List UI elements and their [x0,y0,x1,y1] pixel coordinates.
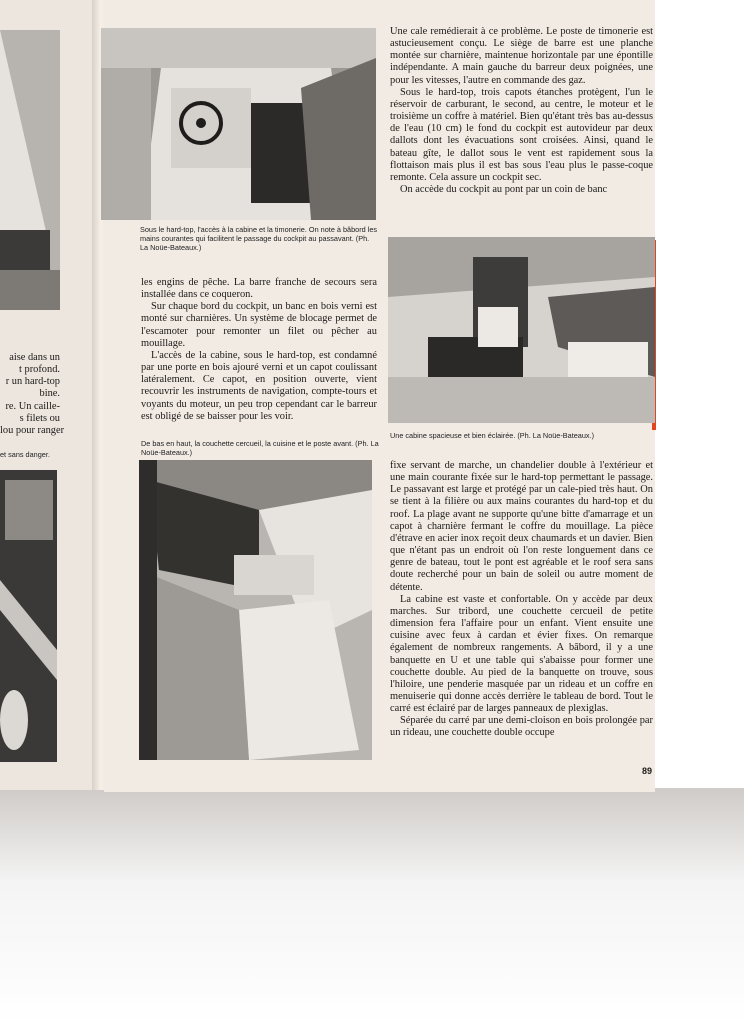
left-photo-deck [0,470,57,762]
caption-bottom-photo: De bas en haut, la couchette cercueil, la cuisine et le poste avant. (Ph. La Noüe-Bateaux.) [141,439,379,458]
column-right-top: Une cale remédierait à ce problème. Le poste de timonerie est astucieusement conçu. Le siège de barre est une planche montée sur charnière, maintenue horizontale par une épontille indépendante. A main gauche du barreur deux poignées, une pour les vitesses, l'autre en commande des gaz. Sous le hard-top, trois capots étanches protègent, l'un le réservoir de carburant, le second, au centre, le moteur et le troisième un coffre à matériel. Bien qu'étant très bas au-dessus de l'eau (10 cm) le fond du cockpit est autovideur par deux dallots dont les évacuations sont croisées. Ainsi, quand le bateau gîte, le dallot sous le vent est rapidement sous la flottaison mais plus il est bas sous l'eau plus le passe-coque remonte. Cela assure un cockpit sec. On accède du cockpit au pont par un coin de banc [390,26,653,196]
page-number: 89 [641,766,652,776]
caption-top-photo: Sous le hard-top, l'accès à la cabine et la timonerie. On note à bâbord les mains courantes qui facilitent le passage du cockpit au passavant. (Ph. La Noüe-Bateaux.) [140,225,378,253]
left-page-caption: et sans danger. [0,450,50,459]
left-photo-boat [0,30,60,310]
photo-berth-galley [139,460,372,760]
column-middle: les engins de pêche. La barre franche de secours sera installée dans ce coqueron. Sur chaque bord du cockpit, un banc en bois verni est monté sur charnières. Un système de blocage permet de l'escamoter pour remonter un filet ou pêcher au mouillage. L'accès de la cabine, sous le hard-top, est condamné par une porte en bois ajouré verni et un capot coulissant latéralement. Ce capot, en position ouverte, vient recouvrir les instruments de navigation, compte-tours et voyants du moteur, un peu trop cependant car le barreur est obligé de se baisser pour les voir. [141,277,377,422]
photo-cockpit-wheel [101,28,376,220]
photo-cabin [388,237,655,423]
scan-shadow [0,788,744,1024]
column-right-bottom: fixe servant de marche, un chandelier double à l'extérieur et une main courante fixée sur le hard-top permettant le passage. Le passavant est large et protégé par un cale-pied très haut. On se tient à la filière ou aux mains courantes du hard-top et du roof. La plage avant ne supporte qu'une bitte d'amarrage et un capot à charnière fermant le coffre du mouillage. La pièce d'étrave en acier inox reçoit deux chaumards et un davier. Bien que n'étant pas un endroit où l'on reste longuement dans ce genre de bateau, tout le pont est agréable et le roof sera sans doute recherché pour un bain de soleil ou autre moment de détente. La cabine est vaste et confortable. On y accède par deux marches. Sur tribord, une couchette cercueil de petite dimension fera l'affaire pour un enfant. Vient ensuite une cuisine avec feux à cardan et évier fixes. On remarque également de nombreux rangements. A bâbord, il y a une banquette en U et une table qui s'abaisse pour former une couchette double. Au pied de la banquette on trouve, sous l'hiloire, une penderie masquée par un rideau et un coffre en menuiserie qui donne accès derrière le tableau de bord. Tout le carré est éclairé par de larges panneaux de plexiglas. Séparée du carré par une demi-cloison en bois prolongée par un rideau, une couchette double occupe [390,460,653,739]
caption-middle-photo: Une cabine spacieuse et bien éclairée. (Ph. La Noüe-Bateaux.) [390,431,595,440]
left-page-text: aise dans un t profond. r un hard-top bine. re. Un caille- s filets ou lou pour ranger [0,352,65,436]
